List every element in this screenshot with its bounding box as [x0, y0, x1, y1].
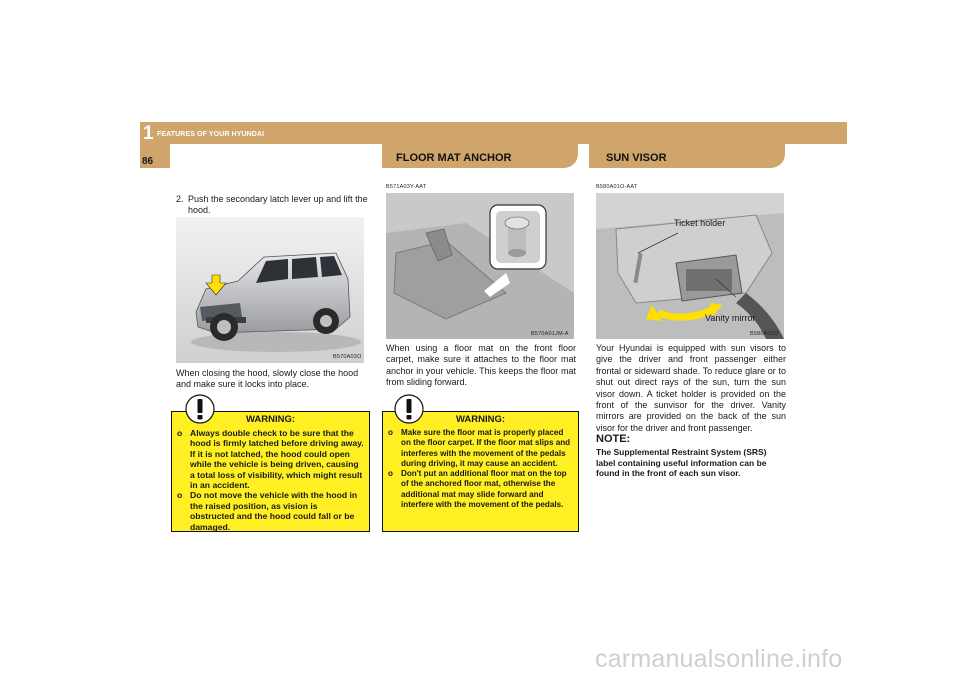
warning-title: WARNING: — [455, 414, 506, 425]
note-title: NOTE: — [596, 433, 631, 445]
warning-list — [177, 428, 364, 532]
warning-item: o Don't put an additional floor mat on the top of the anchored floor mat, otherwise the additional mat may slide forward and interfere with the movement of the pedals. — [388, 469, 567, 510]
list-item: 2. Push the secondary latch lever up and lift the hood. — [176, 194, 368, 216]
note-text: The Supplemental Restraint System (SRS) label containing useful information can be found in the front of each sun visor. — [596, 447, 767, 478]
warning-item: o Do not move the vehicle with the hood in the raised position, as vision is obstructed and the hood could fall or be damaged. — [177, 490, 358, 532]
ticket-holder-label: Ticket holder — [674, 218, 726, 228]
suv-hood-photo — [176, 217, 364, 363]
floor-mat-section-code: B571A03Y-AAT — [386, 184, 427, 190]
footer-watermark: carmanualsonline.info — [595, 645, 843, 673]
warning-item: o Always double check to be sure that the hood is firmly latched before driving away. If it is not latched, the hood could open while the vehicle is being driven, causing a total loss of visibility, which might result in an accident. — [177, 428, 364, 491]
sun-visor-illustration — [596, 193, 784, 339]
floor-mat-paragraph: When using a floor mat on the front floor carpet, make sure it attaches to the floor mat anchor in your vehicle. This keeps the floor mat from sliding forward. — [386, 343, 576, 388]
floor-mat-anchor-photo — [386, 193, 574, 339]
hood-image-code: B570A03O — [333, 354, 362, 360]
warning-sign-icon — [185, 394, 215, 424]
warning-list — [388, 428, 573, 510]
chapter-number: 1 — [143, 123, 154, 144]
chapter-title: FEATURES OF YOUR HYUNDAI — [157, 131, 265, 138]
floor-mat-image-code: B570A01JM-A — [531, 331, 569, 337]
floor-mat-section-title: FLOOR MAT ANCHOR — [396, 152, 512, 164]
page-number: 86 — [142, 156, 154, 167]
suv-illustration — [176, 217, 364, 363]
floor-mat-illustration — [386, 193, 574, 339]
sun-visor-paragraph: Your Hyundai is equipped with sun visors to give the driver and front passenger either frontal or sideward shade. To reduce glare or to shut out direct rays of the sun, turn the sun visor down. A ticket holder is provided on the front of the sunvisor for the driver. Vanity mirrors are provided on the back of the sun visor for the driver and front passenger. — [596, 343, 786, 433]
floor-mat-warning-box — [382, 411, 579, 532]
sun-visor-section-title: SUN VISOR — [606, 152, 667, 164]
warning-item: o Make sure the floor mat is properly placed on the floor carpet. If the floor mat slips and interferes with the movement of the pedals during driving, it may cause an accident. — [388, 428, 571, 468]
warning-sign-icon — [394, 394, 424, 424]
sun-visor-image-code: B580A01O — [750, 331, 779, 337]
sun-visor-section-code: B580A01O-AAT — [596, 184, 638, 190]
hood-closing-paragraph: When closing the hood, slowly close the hood and make sure it locks into place. — [176, 368, 359, 390]
sun-visor-photo — [596, 193, 784, 339]
vanity-mirror-label: Vanity mirror — [705, 313, 756, 323]
warning-title: WARNING: — [245, 414, 296, 425]
hood-warning-box — [171, 411, 370, 532]
